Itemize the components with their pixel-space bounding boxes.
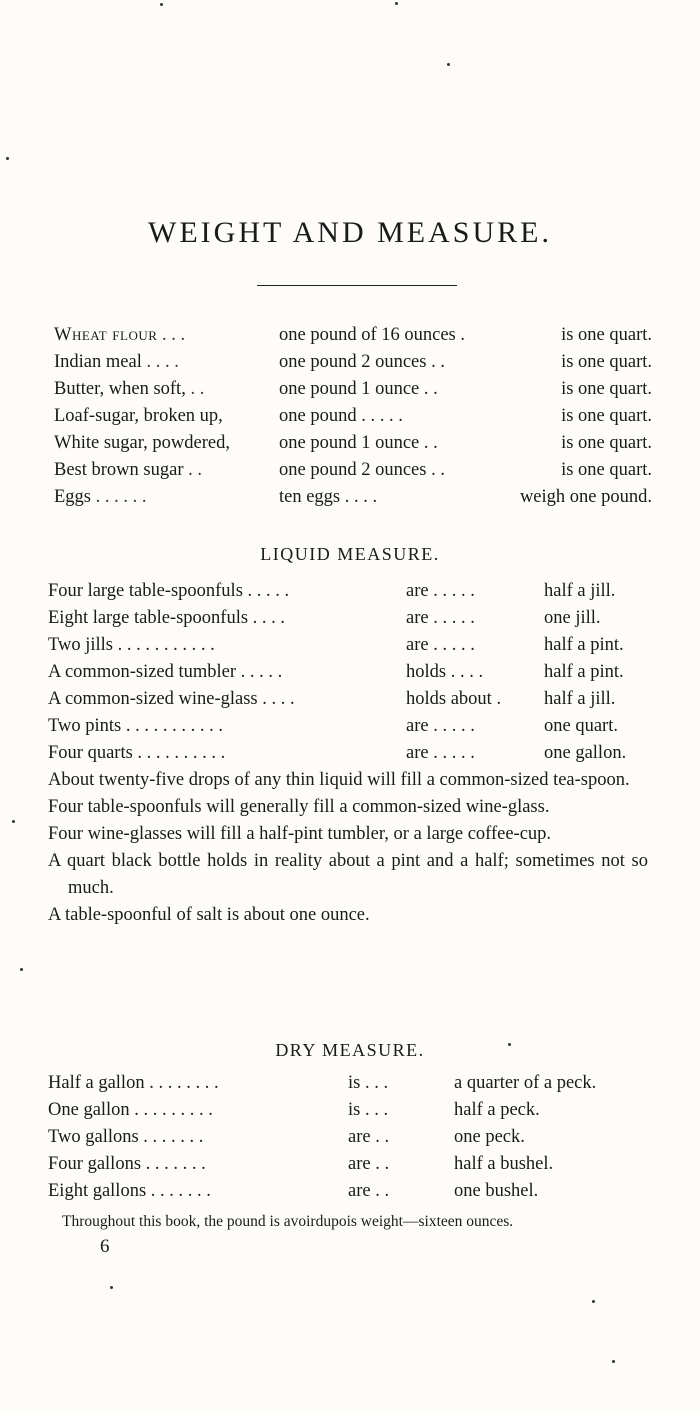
dry-row [48,1124,668,1151]
weight-amount: one pound 2 ounces [279,352,427,372]
liquid-measure-heading: LIQUID MEASURE. [260,544,440,564]
liquid-item: Four quarts . . . . . . . . . . [48,743,226,763]
weight-result: weigh one pound. [519,487,652,507]
weight-item: White sugar, powdered, [54,433,230,453]
dry-result: half a peck. [454,1100,540,1120]
liquid-item: Two pints . . . . . . . . . . . [48,716,223,736]
liquid-item: A common-sized tumbler . . . . . [48,662,283,682]
liquid-notes [48,767,648,929]
liquid-row [48,632,650,659]
dry-row [48,1097,668,1124]
weight-amount: one pound 2 ounces [279,460,427,480]
weight-result: is one quart. [561,379,652,399]
scan-speck [12,820,15,823]
liquid-result: one quart. [544,716,618,736]
dry-row [48,1178,668,1205]
liquid-row [48,659,650,686]
liquid-verb: are . . . . . [406,581,475,601]
liquid-row [48,578,650,605]
weight-row: Butter, when soft, . . one pound 1 ounce . . is one quart. [54,376,652,403]
liquid-result: half a jill. [544,689,616,709]
footnote: Throughout this book, the pound is avoirdupois weight—sixteen ounces. [62,1213,514,1230]
weight-item: Loaf-sugar, broken up, [54,406,223,426]
liquid-result: half a pint. [544,662,624,682]
liquid-item: Four large table-spoonfuls . . . . . [48,581,290,601]
dry-verb: are . . [348,1154,390,1174]
liquid-verb: are . . . . . [406,743,475,763]
liquid-verb: are . . . . . [406,635,475,655]
liquid-result: half a pint. [544,635,624,655]
scan-speck [447,63,450,66]
dry-item: Half a gallon . . . . . . . . [48,1073,219,1093]
weight-result: is one quart. [561,406,652,426]
weight-item: Butter, when soft, [54,379,186,399]
weight-amount: one pound 1 ounce [279,433,420,453]
weight-amount: one pound 1 ounce [279,379,420,399]
liquid-verb: are . . . . . [406,608,475,628]
liquid-result: half a jill. [544,581,616,601]
weight-result: is one quart. [561,460,652,480]
scan-speck [592,1300,595,1303]
dry-measure-heading: DRY MEASURE. [275,1040,425,1060]
liquid-result: one jill. [544,608,601,628]
page-number: 6 [100,1236,110,1257]
liquid-verb: holds . . . . [406,662,484,682]
scan-speck [395,2,398,5]
weight-row: Indian meal . . . . one pound 2 ounces . . is one quart. [54,349,652,376]
dry-verb: are . . [348,1181,390,1201]
liquid-row [48,605,650,632]
dry-item: One gallon . . . . . . . . . [48,1100,213,1120]
weight-amount: one pound [279,406,357,426]
weight-row: Wheat flour . . . one pound of 16 ounces . is one quart. [54,322,652,349]
scan-speck [612,1360,615,1363]
dry-result: half a bushel. [454,1154,554,1174]
liquid-verb: holds about . [406,689,502,709]
scan-speck [160,3,163,6]
liquid-result: one gallon. [544,743,627,763]
dry-result: a quarter of a peck. [454,1073,597,1093]
liquid-item: Two jills . . . . . . . . . . . [48,635,215,655]
title-rule [257,285,457,286]
scan-speck [508,1043,511,1046]
weight-result: is one quart. [561,433,652,453]
scan-speck [110,1286,113,1289]
weight-result: is one quart. [561,325,652,345]
scan-speck [6,157,9,160]
liquid-note: A quart black bottle holds in reality about a pint and a half; sometimes not so much. [48,851,648,898]
weight-row: Eggs . . . . . . ten eggs . . . . weigh one pound. [54,484,652,511]
liquid-note: Four table-spoonfuls will generally fill a common-sized wine-glass. [48,797,550,817]
liquid-row [48,740,650,767]
liquid-verb: are . . . . . [406,716,475,736]
dry-item: Four gallons . . . . . . . [48,1154,206,1174]
liquid-note: Four wine-glasses will fill a half-pint tumbler, or a large coffee-cup. [48,824,552,844]
weight-row: Loaf-sugar, broken up, one pound . . . . . is one quart. [54,403,652,430]
dry-verb: are . . [348,1127,390,1147]
weight-amount: one pound of 16 ounces [279,325,456,345]
weight-row: White sugar, powdered, one pound 1 ounce . . is one quart. [54,430,652,457]
weight-item: Best brown sugar [54,460,184,480]
dry-verb: is . . . [348,1073,389,1093]
weight-item: Eggs [54,487,91,507]
dry-verb: is . . . [348,1100,389,1120]
weight-item: Indian meal [54,352,142,372]
weight-item: Wheat flour [54,325,158,345]
dry-result: one peck. [454,1127,525,1147]
liquid-item: Eight large table-spoonfuls . . . . [48,608,286,628]
liquid-note: About twenty-five drops of any thin liquid will fill a common-sized tea-spoon. [48,770,630,790]
scan-speck [20,968,23,971]
weight-amount: ten eggs [279,487,341,507]
weight-row: Best brown sugar . . one pound 2 ounces . . is one quart. [54,457,652,484]
liquid-note: A table-spoonful of salt is about one ounce. [48,905,370,925]
dry-row [48,1070,668,1097]
dry-row [48,1151,668,1178]
dry-result: one bushel. [454,1181,539,1201]
dry-item: Two gallons . . . . . . . [48,1127,204,1147]
page-title: WEIGHT AND MEASURE. [148,216,552,249]
liquid-item: A common-sized wine-glass . . . . [48,689,295,709]
dry-item: Eight gallons . . . . . . . [48,1181,211,1201]
liquid-row [48,686,650,713]
liquid-row [48,713,650,740]
weight-result: is one quart. [561,352,652,372]
